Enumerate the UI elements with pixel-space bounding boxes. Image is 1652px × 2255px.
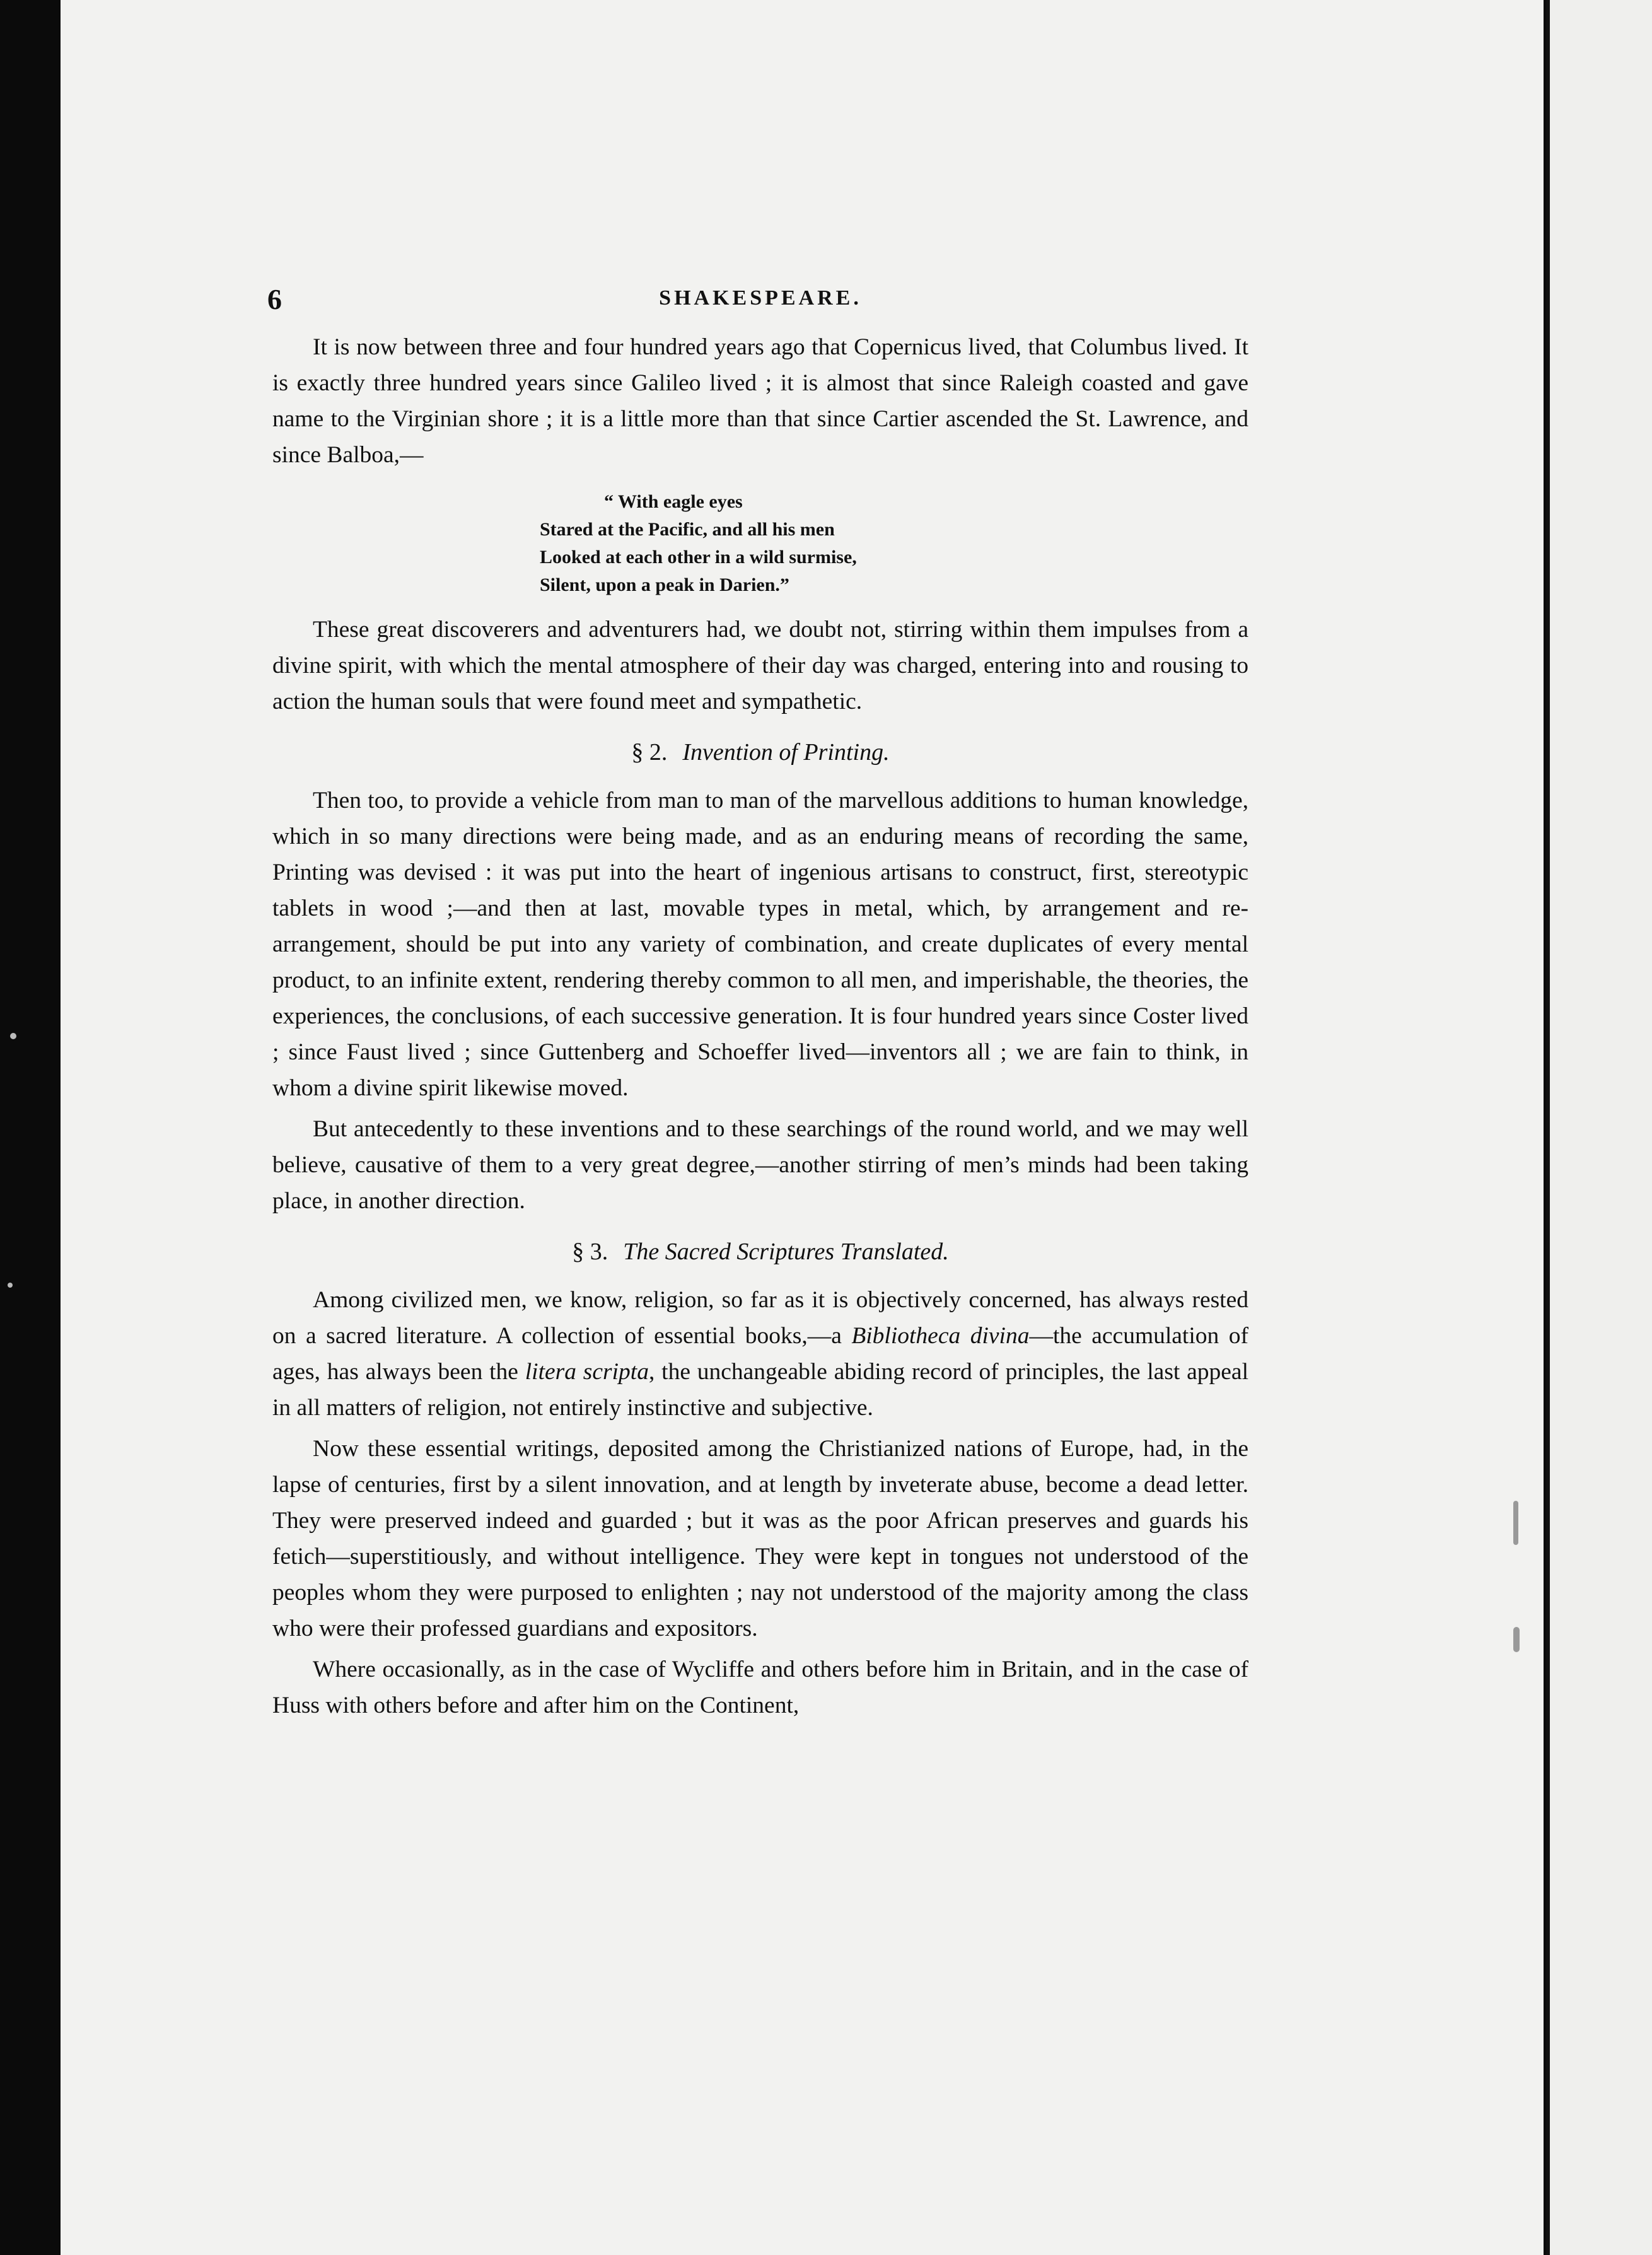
- paragraph-7: Where occasionally, as in the case of Wycliffe and others before him in Britain, and in the case of Huss with others before and after him on the Continent,: [272, 1657, 1248, 1718]
- paragraph-5-italic-bibliotheca: Bibliotheca divina: [851, 1323, 1030, 1349]
- margin-speck: [1513, 1501, 1518, 1545]
- section-title: The Sacred Scriptures Translated.: [623, 1238, 949, 1265]
- poem-line-4: Silent, upon a peak in Darien.”: [540, 574, 789, 595]
- section-title: Invention of Printing.: [682, 739, 890, 766]
- poem-line-2: Stared at the Pacific, and all his men: [540, 519, 835, 540]
- section-number: § 2.: [631, 739, 668, 766]
- paragraph-5-text-c: —the accumulation of ages, has always been the: [272, 1323, 1248, 1385]
- paragraph-2: These great discoverers and adventurers had, we doubt not, stirring within them impulses from a divine spirit, with which the mental atmosphere of their day was charged, entering into and rousing to action the human souls that were found meet and sympathetic.: [272, 617, 1248, 714]
- quoted-poem: [540, 488, 1248, 599]
- page-gutter-line: [1546, 0, 1550, 2255]
- running-head: [267, 283, 1248, 320]
- adjacent-page-edge: [1546, 0, 1652, 2255]
- section-number: § 3.: [572, 1238, 608, 1265]
- paragraph-1: It is now between three and four hundred years ago that Copernicus lived, that Columbus lived. It is exactly three hundred years since Galileo lived ; it is almost that since Raleigh coasted and gave name to the Virginian shore ; it is a little more than that since Cartier ascended the St. Lawrence, and since Balboa,—: [272, 334, 1248, 468]
- margin-speck: [1513, 1627, 1520, 1652]
- paragraph-5: [272, 1282, 1248, 1426]
- section-heading-3: [272, 1238, 1248, 1266]
- margin-speck: [8, 1283, 13, 1288]
- paragraph-5-text-e: , the unchangeable abiding record of principles, the last appeal in all matters of religion, not entirely instinctive and subjective.: [272, 1359, 1248, 1421]
- paragraph-5-text-a: Among civilized men, we know, religion, so far as it is objectively concerned, has always rested on a sacred literature. A collection of essential books,—a: [272, 1287, 1248, 1349]
- poem-line-3: Looked at each other in a wild surmise,: [540, 547, 857, 568]
- paragraph-5-italic-litera: litera scripta: [525, 1359, 649, 1385]
- paragraph-6: Now these essential writings, deposited among the Christianized nations of Europe, had, in the lapse of centuries, first by a silent innovation, and at length by inveterate abuse, become a dead letter. They were preserved indeed and guarded ; but it was as the poor African preserves and guards his fetich—superstitiously, and without intelligence. They were kept in tongues not understood of the peoples whom they were purposed to enlighten ; nay not understood of the majority among the class who were their professed guardians and expositors.: [272, 1436, 1248, 1641]
- text-block: [267, 283, 1248, 1728]
- margin-speck: [10, 1033, 16, 1039]
- poem-line-1: “ With eagle eyes: [604, 491, 743, 512]
- page-number: 6: [267, 283, 282, 315]
- paragraph-3: Then too, to provide a vehicle from man to man of the marvellous additions to human knowledge, which in so many directions were being made, and as an enduring means of recording the same, Printing was devised : it was put into the heart of ingenious artisans to construct, first, stereotypic tablets in wood ;—and then at last, movable types in metal, which, by arrangement and re-arrangement, should be put into any variety of combination, and create duplicates of every mental product, to an infinite extent, rendering thereby common to all men, and imperishable, the theories, the experiences, the conclusions, of each successive generation. It is four hundred years since Coster lived ; since Faust lived ; since Guttenberg and Schoeffer lived—inventors all ; we are fain to think, in whom a divine spirit likewise moved.: [272, 788, 1248, 1101]
- paragraph-4: But antecedently to these inventions and to these searchings of the round world, and we may well believe, causative of them to a very great degree,—another stirring of men’s minds had been taking place, in another direction.: [272, 1116, 1248, 1214]
- section-heading-2: [272, 738, 1248, 766]
- running-title: SHAKESPEARE.: [659, 286, 862, 310]
